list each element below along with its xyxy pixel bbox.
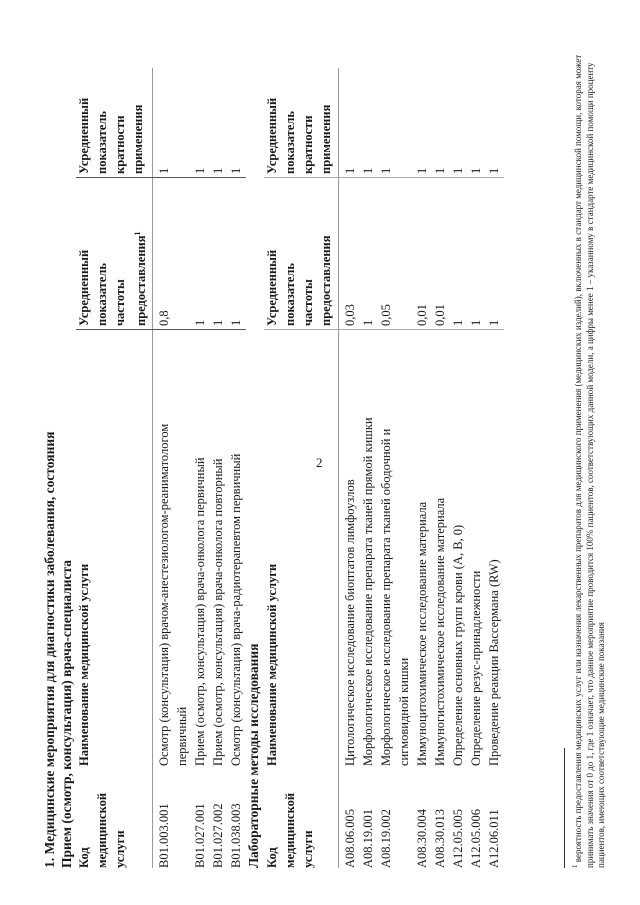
table-row-code: A08.19.002 <box>379 808 393 868</box>
page-number: 2 <box>316 455 323 470</box>
table-row-code: B01.038.003 <box>229 803 243 868</box>
table-row-mult: 1 <box>361 167 375 174</box>
table-row-freq: 1 <box>361 319 375 326</box>
table-row-freq: 1 <box>229 319 243 326</box>
table-row-name: Определение основных групп крови (A, B, 0) <box>451 524 465 766</box>
table-row-code: A08.06.005 <box>343 808 357 868</box>
block1-header-freq-1: Усредненный <box>77 249 91 326</box>
table-row-freq: 0,01 <box>433 304 447 326</box>
table-row-name: Определение резус-принадлежности <box>469 570 483 766</box>
footnote <box>570 48 608 868</box>
table-row-mult: 1 <box>211 167 225 174</box>
block2-header-mult-2: показатель <box>283 111 297 174</box>
table-row-freq: 1 <box>451 319 465 326</box>
table-row-mult: 1 <box>157 167 171 174</box>
block1-header-name: Наименование медицинской услуги <box>77 563 91 766</box>
block1-header-freq-4: предоставления$^1$ <box>133 231 149 326</box>
footnote-ref: 1 <box>133 231 142 236</box>
footnote-separator <box>564 748 565 868</box>
table-row-name: Цитологическое исследование биоптатов лимфоузлов <box>343 479 357 766</box>
table-row-code: B01.027.002 <box>211 803 225 868</box>
table-row-name: Морфологическое исследование препарата тканей ободочной и <box>379 428 393 766</box>
table-row-freq: 0,05 <box>379 304 393 326</box>
table-row-code: B01.003.001 <box>157 803 171 868</box>
table-row-mult: 1 <box>343 167 357 174</box>
table-row-mult: 1 <box>433 167 447 174</box>
table-row-code: A12.06.011 <box>487 809 501 868</box>
block2-header-mult-1: Усредненный <box>265 97 279 174</box>
footnote-mark: 1 <box>571 864 579 868</box>
table-row-name: Прием (осмотр, консультация) врача-онколога первичный <box>193 457 207 766</box>
table-row-name-cont: первичный <box>175 706 189 766</box>
block2-title: Лабораторные методы исследования <box>246 643 261 868</box>
block2-header-freq-3: частоты <box>301 279 315 326</box>
table-rule <box>152 68 153 868</box>
table-row-code: B01.027.001 <box>193 803 207 868</box>
table-row-code: A08.30.004 <box>415 808 429 868</box>
table-rule <box>338 68 339 868</box>
table-row-freq: 1 <box>211 319 225 326</box>
block1-header-code-3: услуги <box>113 830 127 868</box>
table-row-freq: 1 <box>487 319 501 326</box>
block1-header-mult-2: показатель <box>95 111 109 174</box>
block1-header-mult-1: Усредненный <box>77 97 91 174</box>
table-row-name: Прием (осмотр, консультация) врача-онколога повторный <box>211 458 225 766</box>
table-row-mult: 1 <box>229 167 243 174</box>
column-divider <box>76 329 246 330</box>
table-row-mult: 1 <box>379 167 393 174</box>
table-row-mult: 1 <box>415 167 429 174</box>
block2-header-code-3: услуги <box>301 830 315 868</box>
column-divider <box>264 177 504 178</box>
block2-header-freq-4: предоставления <box>319 235 333 326</box>
table-row-code: A12.05.005 <box>451 808 465 868</box>
table-row-freq: 1 <box>469 319 483 326</box>
table-row-mult: 1 <box>451 167 465 174</box>
table-row-name-cont: сигмовидной кишки <box>397 657 411 766</box>
table-row-name: Проведение реакции Вассермана (RW) <box>487 559 501 766</box>
table-row-freq: 0,01 <box>415 304 429 326</box>
block2-header-mult-3: кратности <box>301 115 315 174</box>
table-row-name: Иммуноцитохимическое исследование материала <box>415 501 429 766</box>
block2-header-code-2: медицинской <box>283 792 297 868</box>
block1-header-mult-3: кратности <box>113 115 127 174</box>
block2-header-freq-1: Усредненный <box>265 249 279 326</box>
table-row-name: Морфологическое исследование препарата тканей прямой кишки <box>361 417 375 766</box>
footnote-text: вероятность предоставления медицинских услуг или назначения лекарственных препаратов для медицинского применения (медицинских изделий), включенных в стандарт медицинской помощи, которая может принимать значения от 0 до 1, где 1 означает, что данное мероприятие проводится 100% пациентов, соответствующих данной модели, а цифры менее 1 – указанному в стандарте медицинской помощи проценту пациентов, имеющих соответствующие медицинские показания <box>573 54 606 868</box>
table-row-name: Иммуногистохимическое исследование материала <box>433 497 447 766</box>
block1-header-code-1: Код <box>77 847 91 868</box>
table-row-freq: 0,8 <box>157 310 171 326</box>
block2-header-freq-2: показатель <box>283 263 297 326</box>
table-row-mult: 1 <box>469 167 483 174</box>
column-divider <box>76 177 246 178</box>
table-row-mult: 1 <box>193 167 207 174</box>
block1-header-freq-2: показатель <box>95 263 109 326</box>
block1-header-code-2: медицинской <box>95 792 109 868</box>
table-row-freq: 1 <box>193 319 207 326</box>
column-divider <box>264 329 504 330</box>
block1-title: Прием (осмотр, консультация) врача-специалиста <box>59 559 74 868</box>
block2-header-code-1: Код <box>265 847 279 868</box>
table-row-name: Осмотр (консультация) врачом-анестезиологом-реаниматологом <box>157 423 171 766</box>
table-row-mult: 1 <box>487 167 501 174</box>
table-row-code: A08.19.001 <box>361 808 375 868</box>
section-title: 1. Медицинские мероприятия для диагностики заболевания, состояния <box>42 431 57 868</box>
table-row-freq: 0,03 <box>343 304 357 326</box>
block1-header-freq-3: частоты <box>113 279 127 326</box>
block1-header-mult-4: применения <box>131 104 145 174</box>
table-row-code: A12.05.006 <box>469 808 483 868</box>
block2-header-name: Наименование медицинской услуги <box>265 563 279 766</box>
table-row-code: A08.30.013 <box>433 808 447 868</box>
block2-header-mult-4: применения <box>319 104 333 174</box>
table-row-name: Осмотр (консультация) врача-радиотерапевтом первичный <box>229 453 243 766</box>
